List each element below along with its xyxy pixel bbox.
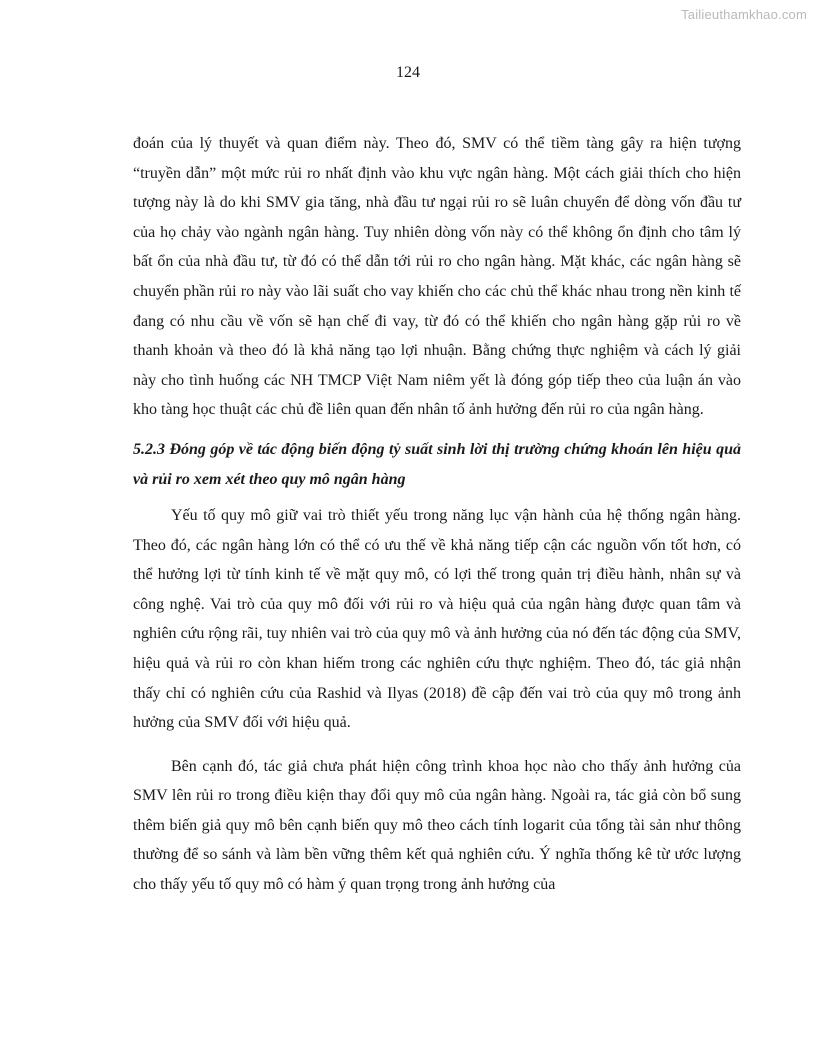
- paragraph-continuation: đoán của lý thuyết và quan điểm này. Theo đó, SMV có thể tiềm tàng gây ra hiện tượng “truyền dẫn” một mức rủi ro nhất định vào khu vực ngân hàng. Một cách giải thích cho hiện tượng này là do khi SMV gia tăng, nhà đầu tư ngại rủi ro sẽ luân chuyển để dòng vốn đầu tư của họ chảy vào ngành ngân hàng. Tuy nhiên dòng vốn này có thể không ổn định cho tâm lý bất ổn của nhà đầu tư, từ đó có thể dẫn tới rủi ro cho ngân hàng. Mặt khác, các ngân hàng sẽ chuyển phần rủi ro này vào lãi suất cho vay khiến cho các chủ thể khác nhau trong nền kinh tế đang có nhu cầu về vốn sẽ hạn chế đi vay, từ đó có thể khiến cho ngân hàng gặp rủi ro về thanh khoản và theo đó là khả năng tạo lợi nhuận. Bằng chứng thực nghiệm và cách lý giải này cho tình huống các NH TMCP Việt Nam niêm yết là đóng góp tiếp theo của luận án vào kho tàng học thuật các chủ đề liên quan đến nhân tố ảnh hưởng đến rủi ro của ngân hàng.: [133, 135, 741, 419]
- document-body: [133, 129, 741, 900]
- paragraph-scale-risk: Bên cạnh đó, tác giả chưa phát hiện công trình khoa học nào cho thấy ảnh hưởng của SMV lên rủi ro trong điều kiện thay đổi quy mô của ngân hàng. Ngoài ra, tác giả còn bổ sung thêm biến giả quy mô bên cạnh biến quy mô theo cách tính logarit của tổng tài sản như thông thường để so sánh và làm bền vững thêm kết quả nghiên cứu. Ý nghĩa thống kê từ ước lượng cho thấy yếu tố quy mô có hàm ý quan trọng trong ảnh hưởng của: [133, 757, 741, 894]
- watermark: Tailieuthamkhao.com: [681, 7, 807, 22]
- section-heading: 5.2.3 Đóng góp về tác động biến động tỷ suất sinh lời thị trường chứng khoán lên hiệu quả và rủi ro xem xét theo quy mô ngân hàng: [133, 440, 741, 488]
- paragraph-scale-role: Yếu tố quy mô giữ vai trò thiết yếu trong năng lục vận hành của hệ thống ngân hàng. Theo đó, các ngân hàng lớn có thể có ưu thế về khả năng tiếp cận các nguồn vốn tốt hơn, có thể hưởng lợi từ tính kinh tế về mặt quy mô, có lợi thế trong quản trị điều hành, nhân sự và công nghệ. Vai trò của quy mô đối với rủi ro và hiệu quả của ngân hàng được quan tâm và nghiên cứu rộng rãi, tuy nhiên vai trò của quy mô và ảnh hưởng của nó đến tác động của SMV, hiệu quả và rủi ro còn khan hiếm trong các nghiên cứu thực nghiệm. Theo đó, tác giả nhận thấy chỉ có nghiên cứu của Rashid và Ilyas (2018) đề cập đến vai trò của quy mô trong ảnh hưởng của SMV đối với hiệu quả.: [133, 506, 741, 732]
- page-number: 124: [396, 64, 420, 81]
